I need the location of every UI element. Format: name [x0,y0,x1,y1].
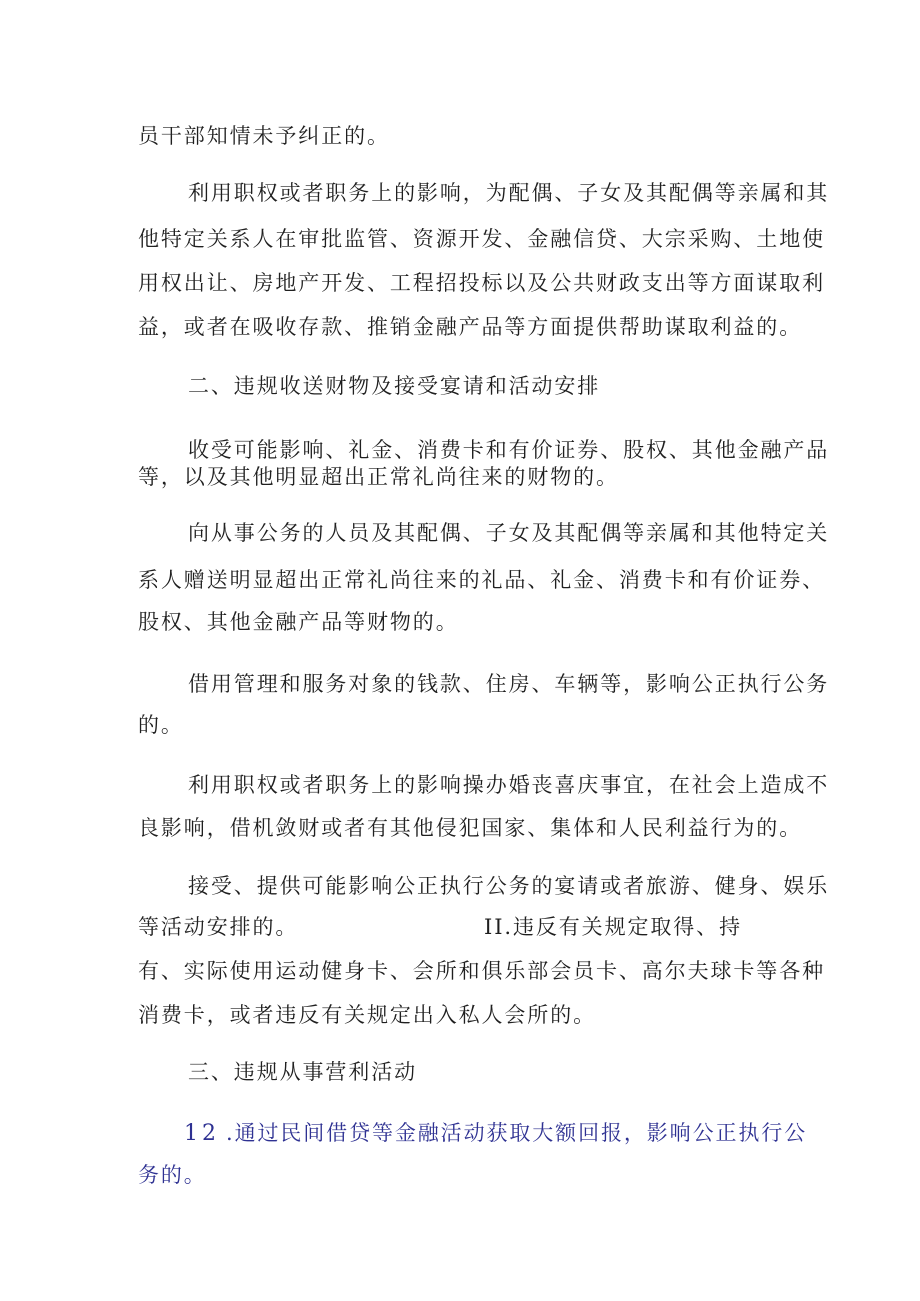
paragraph-line: 的。 [138,713,184,737]
paragraph-line: 有、实际使用运动健身卡、会所和俱乐部会员卡、高尔夫球卡等各种 [138,959,825,983]
paragraph-line: 向从事公务的人员及其配偶、子女及其配偶等亲属和其他特定关 [188,521,830,545]
paragraph-line: 等，以及其他明显超出正常礼尚往来的财物的。 [138,465,619,489]
paragraph-line: 良影响，借机敛财或者有其他侵犯国家、集体和人民利益行为的。 [138,816,803,840]
paragraph-line: 益，或者在吸收存款、推销金融产品等方面提供帮助谋取利益的。 [138,315,803,339]
paragraph-line: 接受、提供可能影响公正执行公务的宴请或者旅游、健身、娱乐 [188,874,830,898]
paragraph-line: 利用职权或者职务上的影响操办婚丧喜庆事宜，在社会上造成不 [188,773,830,797]
list-item-number-11: II.违反有关规定取得、持 [484,915,742,939]
paragraph-line: 务的。 [138,1163,207,1187]
paragraph-line: 利用职权或者职务上的影响，为配偶、子女及其配偶等亲属和其 [188,181,830,205]
paragraph-line: 用权出让、房地产开发、工程招投标以及公共财政支出等方面谋取利 [138,271,825,295]
section-heading: 二、违规收送财物及接受宴请和活动安排 [188,374,601,398]
paragraph-line: 股权、其他金融产品等财物的。 [138,610,459,634]
paragraph-line: 等活动安排的。 [138,915,299,939]
paragraph-line: 收受可能影响、礼金、消费卡和有价证券、股权、其他金融产品 [188,438,830,462]
list-number: 12 [184,1121,220,1146]
paragraph-line: 他特定关系人在审批监管、资源开发、金融信贷、大宗采购、土地使 [138,227,825,251]
paragraph-line: 消费卡，或者违反有关规定出入私人会所的。 [138,1003,596,1027]
paragraph-line: 系人赠送明显超出正常礼尚往来的礼品、礼金、消费卡和有价证券、 [138,568,825,592]
paragraph-line: 员干部知情未予纠正的。 [138,124,390,148]
paragraph-line: .通过民间借贷等金融活动获取大额回报，影响公正执行公 [226,1121,808,1145]
section-heading: 三、违规从事营利活动 [188,1060,417,1084]
paragraph-line: 借用管理和服务对象的钱款、住房、车辆等，影响公正执行公务 [188,672,830,696]
